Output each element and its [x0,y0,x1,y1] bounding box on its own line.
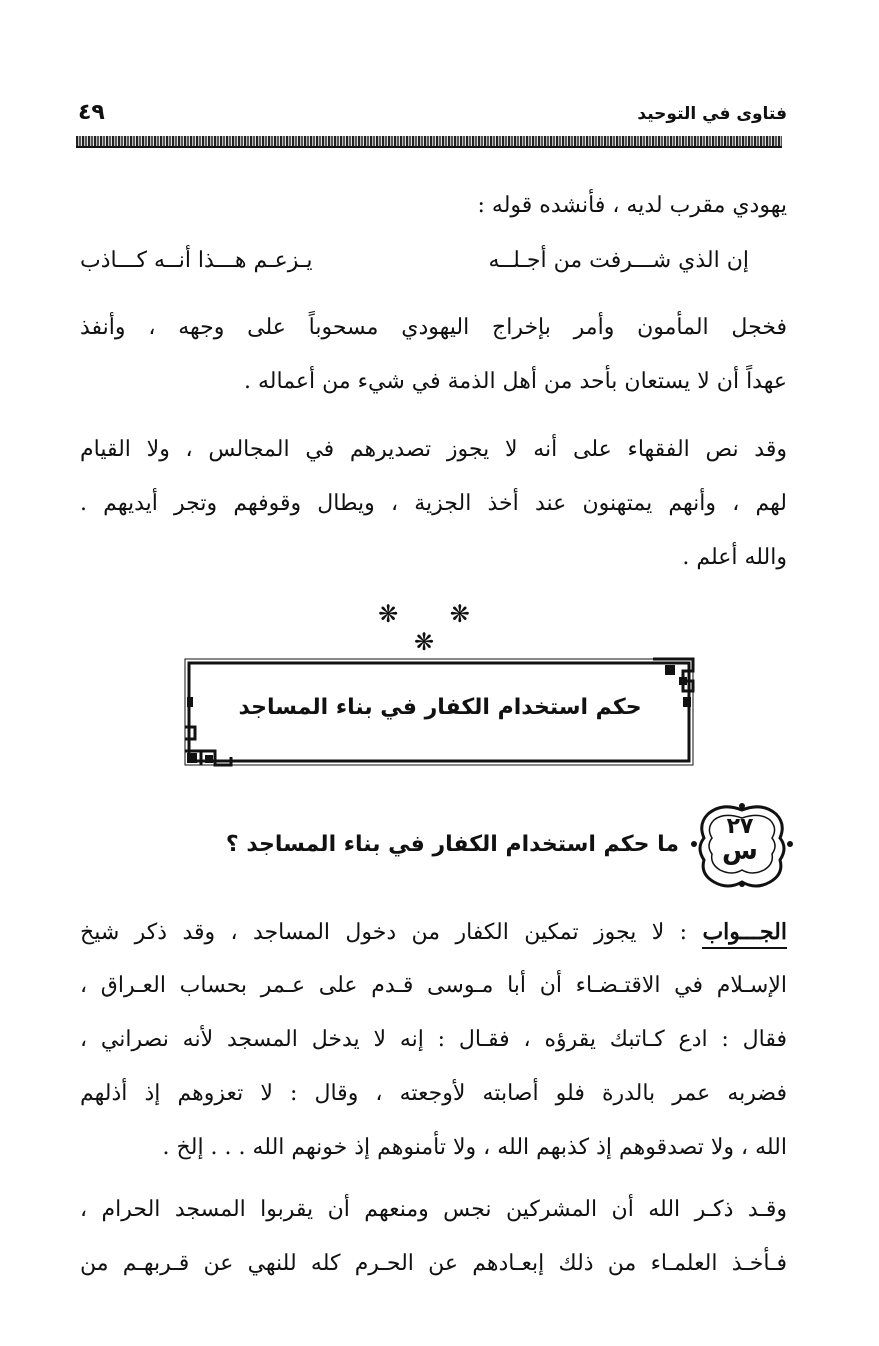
answer-line-1-text: : لا يجوز تمكين الكفار من دخول المساجد ، وقد ذكر شيخ [80,920,688,945]
answer-line-3: فقال : ادع كـاتبك يقرؤه ، فقـال : إنه لا يدخل المسجد لأنه نصراني ، [80,1027,787,1052]
running-title: فتاوى في التوحيد [637,104,787,124]
header-rule [76,136,782,148]
text-line-1: يهودي مقرب لديه ، فأنشده قوله : [477,193,787,218]
section-heading: حكم استخدام الكفار في بناء المساجد [238,695,642,720]
question-text: ما حكم استخدام الكفار في بناء المساجد ؟ [225,832,679,857]
text-line-6: لهم ، وأنهم يمتهنون عند أخذ الجزية ، ويطال وقوفهم وتجر أيديهم . [80,491,787,516]
text-line-4: عهداً أن لا يستعان بأحد من أهل الذمة في شيء من أعماله . [244,369,787,394]
text-line-5: وقد نص الفقهاء على أنه لا يجوز تصديرهم في المجالس ، ولا القيام [80,437,787,462]
answer-line-7: فـأخـذ العلمـاء من ذلك إبعـادهم عن الحـرم كله للنهي عن قـربهـم من [80,1251,787,1276]
verse-first-hemistich: إن الذي شـــرفت من أجـلــه [488,248,749,273]
answer-line-4: فضربه عمر بالدرة فلو أصابته لأوجعته ، وقال : لا تعزوهم إذ أذلهم [80,1081,787,1106]
text-line-3: فخجل المأمون وأمر بإخراج اليهودي مسحوباً على وجهه ، وأنفذ [80,315,787,340]
question-letter: س [722,836,758,866]
text-line-7: والله أعلم . [682,545,787,570]
answer-line-5: الله ، ولا تصدقوهم إذ كذبهم الله ، ولا تأمنوهم إذ خونهم الله . . . إلخ . [162,1135,787,1160]
answer-line-2: الإسـلام في الاقتـضـاء أن أبا مـوسى قـدم على عـمر بحساب العـراق ، [80,973,787,998]
question-number: ٢٧ [726,814,754,839]
answer-line-1 [80,914,787,951]
page-number: ٤٩ [78,100,105,125]
answer-line-6: وقـد ذكـر الله أن المشركين نجس ومنعهم أن يقربوا المسجد الحرام ، [80,1197,787,1222]
verse-second-hemistich: يـزعـم هـــذا أنــه كـــاذب [80,248,313,273]
answer-label: الجـــواب [702,919,787,949]
section-separator: ❋ ❋ ❋ [378,600,492,656]
